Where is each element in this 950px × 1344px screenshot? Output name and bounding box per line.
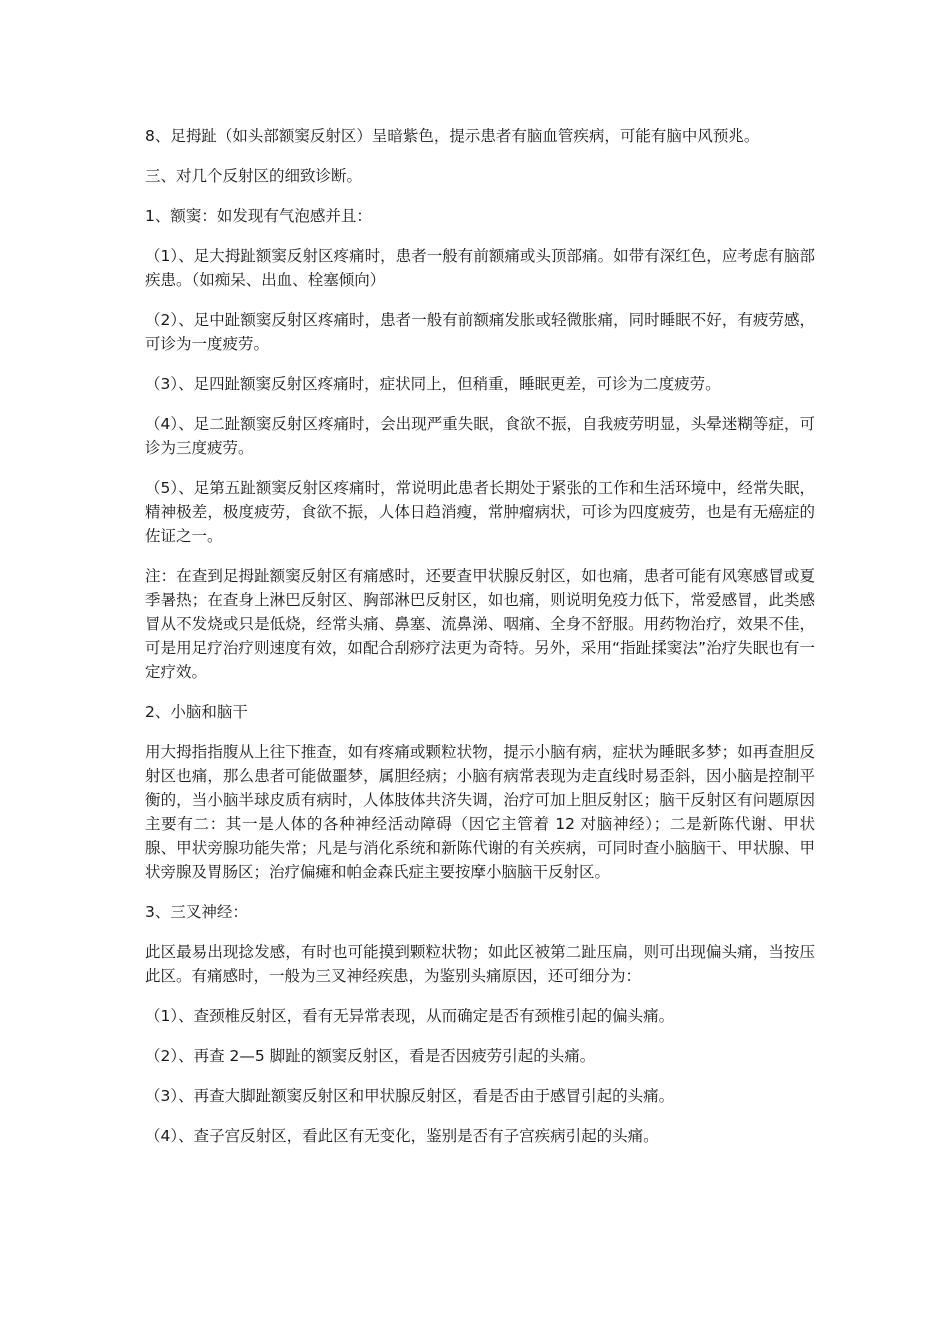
paragraph-frontal-sinus-1: （1）、足大拇趾额窦反射区疼痛时，患者一般有前额痛或头顶部痛。如带有深红色，应考虑有脑部疾患。（如痴呆、出血、栓塞倾向） [145,247,815,289]
paragraph-frontal-sinus-4: （4）、足二趾额窦反射区疼痛时，会出现严重失眠，食欲不振，自我疲劳明显，头晕迷糊等症，可诊为三度疲劳。 [145,415,815,457]
section-heading-3: 三、对几个反射区的细致诊断。 [145,167,363,185]
paragraph-trigeminal-3: （3）、再查大脚趾额窦反射区和甲状腺反射区，看是否由于感冒引起的头痛。 [145,1087,675,1105]
paragraph-frontal-sinus-2: （2）、足中趾额窦反射区疼痛时，患者一般有前额痛发胀或轻微胀痛，同时睡眠不好，有疲劳感，可诊为一度疲劳。 [145,311,815,353]
paragraph-trigeminal-4: （4）、查子宫反射区，看此区有无变化，鉴别是否有子宫疾病引起的头痛。 [145,1127,659,1145]
document-page [145,124,815,1164]
paragraph-trigeminal-2: （2）、再查 2—5 脚趾的额窦反射区，看是否因疲劳引起的头痛。 [145,1047,596,1065]
subsection-heading-trigeminal: 3、三叉神经： [145,903,248,921]
paragraph-frontal-sinus-3: （3）、足四趾额窦反射区疼痛时，症状同上，但稍重，睡眠更差，可诊为二度疲劳。 [145,375,721,393]
subsection-heading-frontal-sinus: 1、额窦：如发现有气泡感并且： [145,207,372,225]
note-paragraph: 注：在查到足拇趾额窦反射区有痛感时，还要查甲状腺反射区，如也痛，患者可能有风寒感冒或夏季暑热；在查身上淋巴反射区、胸部淋巴反射区，如也痛，则说明免疫力低下，常爱感冒，此类感冒从不发烧或只是低烧，经常头痛、鼻塞、流鼻涕、咽痛、全身不舒服。用药物治疗，效果不佳，可是用足疗治疗则速度有效，如配合刮痧疗法更为奇特。另外，采用“指趾揉窦法”治疗失眠也有一定疗效。 [145,567,815,681]
paragraph-cerebellum: 用大拇指指腹从上往下推查，如有疼痛或颗粒状物，提示小脑有病，症状为睡眠多梦；如再查胆反射区也痛，那么患者可能做噩梦，属胆经病；小脑有病常表现为走直线时易歪斜，因小脑是控制平衡的，当小脑半球皮质有病时，人体肢体共济失调，治疗可加上胆反射区；脑干反射区有问题原因主要有二：其一是人体的各种神经活动障碍（因它主管着 12 对脑神经）；二是新陈代谢、甲状腺、甲状旁腺功能失常；凡是与消化系统和新陈代谢的有关疾病，可同时查小脑脑干、甲状腺、甲状旁腺及胃肠区；治疗偏瘫和帕金森氏症主要按摩小脑脑干反射区。 [145,743,815,881]
paragraph-item-8: 8、足拇趾（如头部额窦反射区）呈暗紫色，提示患者有脑血管疾病，可能有脑中风预兆。 [145,127,760,145]
paragraph-trigeminal: 此区最易出现捻发感，有时也可能摸到颗粒状物；如此区被第二趾压扁，则可出现偏头痛，当按压此区。有痛感时，一般为三叉神经疾患，为鉴别头痛原因，还可细分为： [145,943,815,985]
paragraph-frontal-sinus-5: （5）、足第五趾额窦反射区疼痛时，常说明此患者长期处于紧张的工作和生活环境中，经常失眠，精神极差，极度疲劳，食欲不振，人体日趋消瘦，常肿瘤病状，可诊为四度疲劳，也是有无癌症的佐证之一。 [145,479,815,545]
subsection-heading-cerebellum: 2、小脑和脑干 [145,703,248,721]
paragraph-trigeminal-1: （1）、查颈椎反射区，看有无异常表现，从而确定是否有颈椎引起的偏头痛。 [145,1007,675,1025]
